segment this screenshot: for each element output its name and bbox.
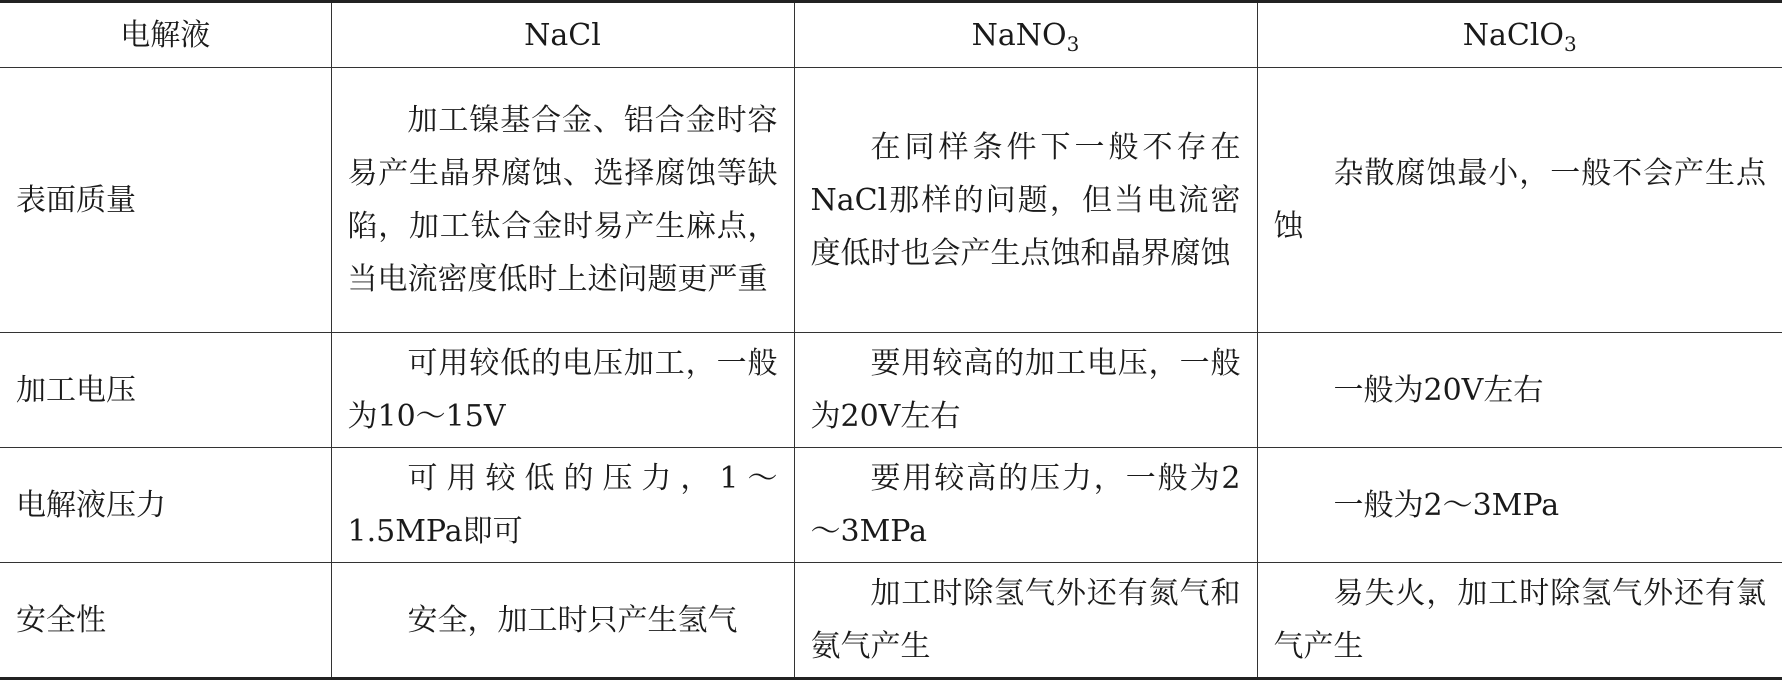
table-row xyxy=(0,68,1782,333)
cell-naclo3-surface-quality: 杂散腐蚀最小，一般不会产生点蚀 xyxy=(1257,68,1782,333)
header-electrolyte xyxy=(0,2,331,68)
table-row xyxy=(0,448,1782,563)
cell-nacl-voltage: 可用较低的电压加工，一般为10～15V xyxy=(331,333,794,448)
cell-nano3-surface-quality: 在同样条件下一般不存在NaCl那样的问题，但当电流密度低时也会产生点蚀和晶界腐蚀 xyxy=(794,68,1257,333)
table-row xyxy=(0,563,1782,679)
row-label-surface-quality: 表面质量 xyxy=(0,68,331,333)
row-label-pressure: 电解液压力 xyxy=(0,448,331,563)
cell-naclo3-safety: 易失火，加工时除氢气外还有氯气产生 xyxy=(1257,563,1782,679)
cell-naclo3-voltage: 一般为20V左右 xyxy=(1257,333,1782,448)
cell-nacl-pressure: 可用较低的压力，1～1.5MPa即可 xyxy=(331,448,794,563)
cell-nano3-safety: 加工时除氢气外还有氮气和氨气产生 xyxy=(794,563,1257,679)
header-naclo3-subscript: 3 xyxy=(1564,31,1577,56)
cell-nacl-safety: 安全，加工时只产生氢气 xyxy=(331,563,794,679)
header-nacl xyxy=(331,2,794,68)
row-label-voltage: 加工电压 xyxy=(0,333,331,448)
table-row xyxy=(0,333,1782,448)
cell-nano3-voltage: 要用较高的加工电压，一般为20V左右 xyxy=(794,333,1257,448)
header-naclo3-label: NaClO xyxy=(1462,17,1565,53)
header-naclo3 xyxy=(1257,2,1782,68)
header-nacl-label: NaCl xyxy=(524,17,601,53)
cell-nacl-surface-quality: 加工镍基合金、铝合金时容易产生晶界腐蚀、选择腐蚀等缺陷，加工钛合金时易产生麻点，当电流密度低时上述问题更严重 xyxy=(331,68,794,333)
header-nano3-label: NaNO xyxy=(971,17,1067,53)
header-nano3-subscript: 3 xyxy=(1066,31,1080,56)
table-header-row xyxy=(0,2,1782,68)
cell-nano3-pressure: 要用较高的压力，一般为2～3MPa xyxy=(794,448,1257,563)
cell-naclo3-pressure: 一般为2～3MPa xyxy=(1257,448,1782,563)
header-electrolyte-label: 电解液 xyxy=(120,17,211,53)
row-label-safety: 安全性 xyxy=(0,563,331,679)
header-nano3 xyxy=(794,2,1257,68)
